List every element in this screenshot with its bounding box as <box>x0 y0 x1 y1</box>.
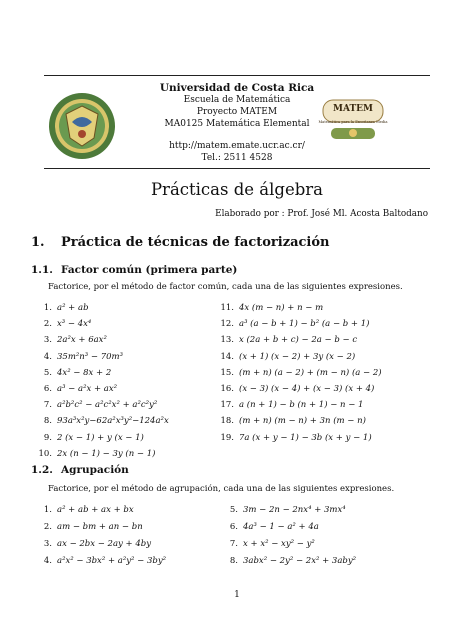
exercise-column-right <box>220 300 382 446</box>
exercise-item: 10. 2x (n − 1) − 3y (n − 1) <box>38 448 156 459</box>
exercise-item: 3. ax − 2bx − 2ay + 4by <box>43 539 152 549</box>
exercise-item: 1. a² + ab <box>43 303 89 313</box>
matem-logo-tagline: Matemática para la Enseñanza Media <box>318 120 388 124</box>
exercise-item: 8. 3abx² − 2y² − 2x² + 3aby² <box>229 556 357 566</box>
exercise-item: 8. 93a³x²y−62a²x³y²−124a²x <box>43 416 169 427</box>
exercise-item: 3. 2a²x + 6ax² <box>43 335 107 346</box>
section-heading <box>31 235 330 250</box>
author-line: Elaborado por : Prof. José Ml. Acosta Baltodano <box>215 209 428 219</box>
exercise-item: 19. 7a (x + y − 1) − 3b (x + y − 1) <box>220 432 372 443</box>
university-seal-icon <box>48 92 116 160</box>
exercise-item: 5. 4x² − 8x + 2 <box>43 367 112 378</box>
exercise-item: 7. a²b²c² − a²c²x² + a²c²y² <box>43 400 158 411</box>
website-url[interactable]: http://matem.emate.ucr.ac.cr/ <box>169 141 305 151</box>
exercise-item: 17. a (n + 1) − b (n + 1) − n − 1 <box>220 400 364 411</box>
exercise-item: 4. 35m²n³ − 70m³ <box>43 351 123 362</box>
course-name: MA0125 Matemática Elemental <box>164 119 310 129</box>
page-number: 1 <box>234 590 240 600</box>
exercise-item: 2. am − bm + an − bn <box>43 522 143 532</box>
instruction-agrupacion: Factorice, por el método de agrupación, cada una de las siguientes expresiones. <box>48 484 395 494</box>
exercise-column-left <box>38 300 169 462</box>
exercise-item: 1. a² + ab + ax + bx <box>43 505 134 515</box>
agrupacion-column-left <box>38 502 166 570</box>
subsection-number: 1.1. <box>31 264 53 276</box>
exercise-item: 6. 4a³ − 1 − a² + 4a <box>229 522 319 532</box>
exercise-item: 4. a²x² − 3bx² + a²y² − 3by² <box>43 556 167 566</box>
phone-number: Tel.: 2511 4528 <box>201 153 273 163</box>
matem-logo-name: MATEM <box>333 104 373 114</box>
exercise-item: 13. x (2a + b + c) − 2a − b − c <box>220 335 358 346</box>
agrupacion-column-right <box>224 502 356 570</box>
exercise-item: 16. (x − 3) (x − 4) + (x − 3) (x + 4) <box>220 383 375 394</box>
exercise-item: 15. (m + n) (a − 2) + (m − n) (a − 2) <box>220 367 382 378</box>
subsection-title: Factor común (primera parte) <box>61 264 238 276</box>
exercise-item: 6. a³ − a²x + ax² <box>43 383 118 394</box>
exercise-item: 18. (m + n) (m − n) + 3n (m − n) <box>220 416 366 427</box>
exercise-item: 7. x + x² − xy² − y² <box>229 539 315 549</box>
subsection-number: 1.2. <box>31 464 53 476</box>
section-number: 1. <box>31 235 45 250</box>
exercise-item: 12. a³ (a − b + 1) − b² (a − b + 1) <box>220 319 370 330</box>
exercise-item: 9. 2 (x − 1) + y (x − 1) <box>43 432 144 443</box>
matem-logo <box>313 98 393 142</box>
subsection-heading-agrupacion <box>31 464 129 476</box>
header-bottom-rule <box>44 168 430 169</box>
university-name: Universidad de Costa Rica <box>159 82 315 94</box>
project-name: Proyecto MATEM <box>196 107 278 117</box>
subsection-title: Agrupación <box>61 464 129 476</box>
section-title: Práctica de técnicas de factorización <box>61 235 330 250</box>
exercise-item: 11. 4x (m − n) + n − m <box>220 303 324 313</box>
header-block <box>130 82 344 164</box>
subsection-heading-factor-comun <box>31 264 237 276</box>
document-title: Prácticas de álgebra <box>150 180 324 199</box>
exercise-item: 14. (x + 1) (x − 2) + 3y (x − 2) <box>220 351 356 362</box>
exercise-item: 2. x³ − 4x⁴ <box>43 319 92 330</box>
top-rule <box>44 75 430 76</box>
instruction-factor-comun: Factorice, por el método de factor común, cada una de las siguientes expresiones. <box>48 282 403 292</box>
school-name: Escuela de Matemática <box>183 95 291 105</box>
exercise-item: 5. 3m − 2n − 2nx⁴ + 3mx⁴ <box>229 505 346 515</box>
